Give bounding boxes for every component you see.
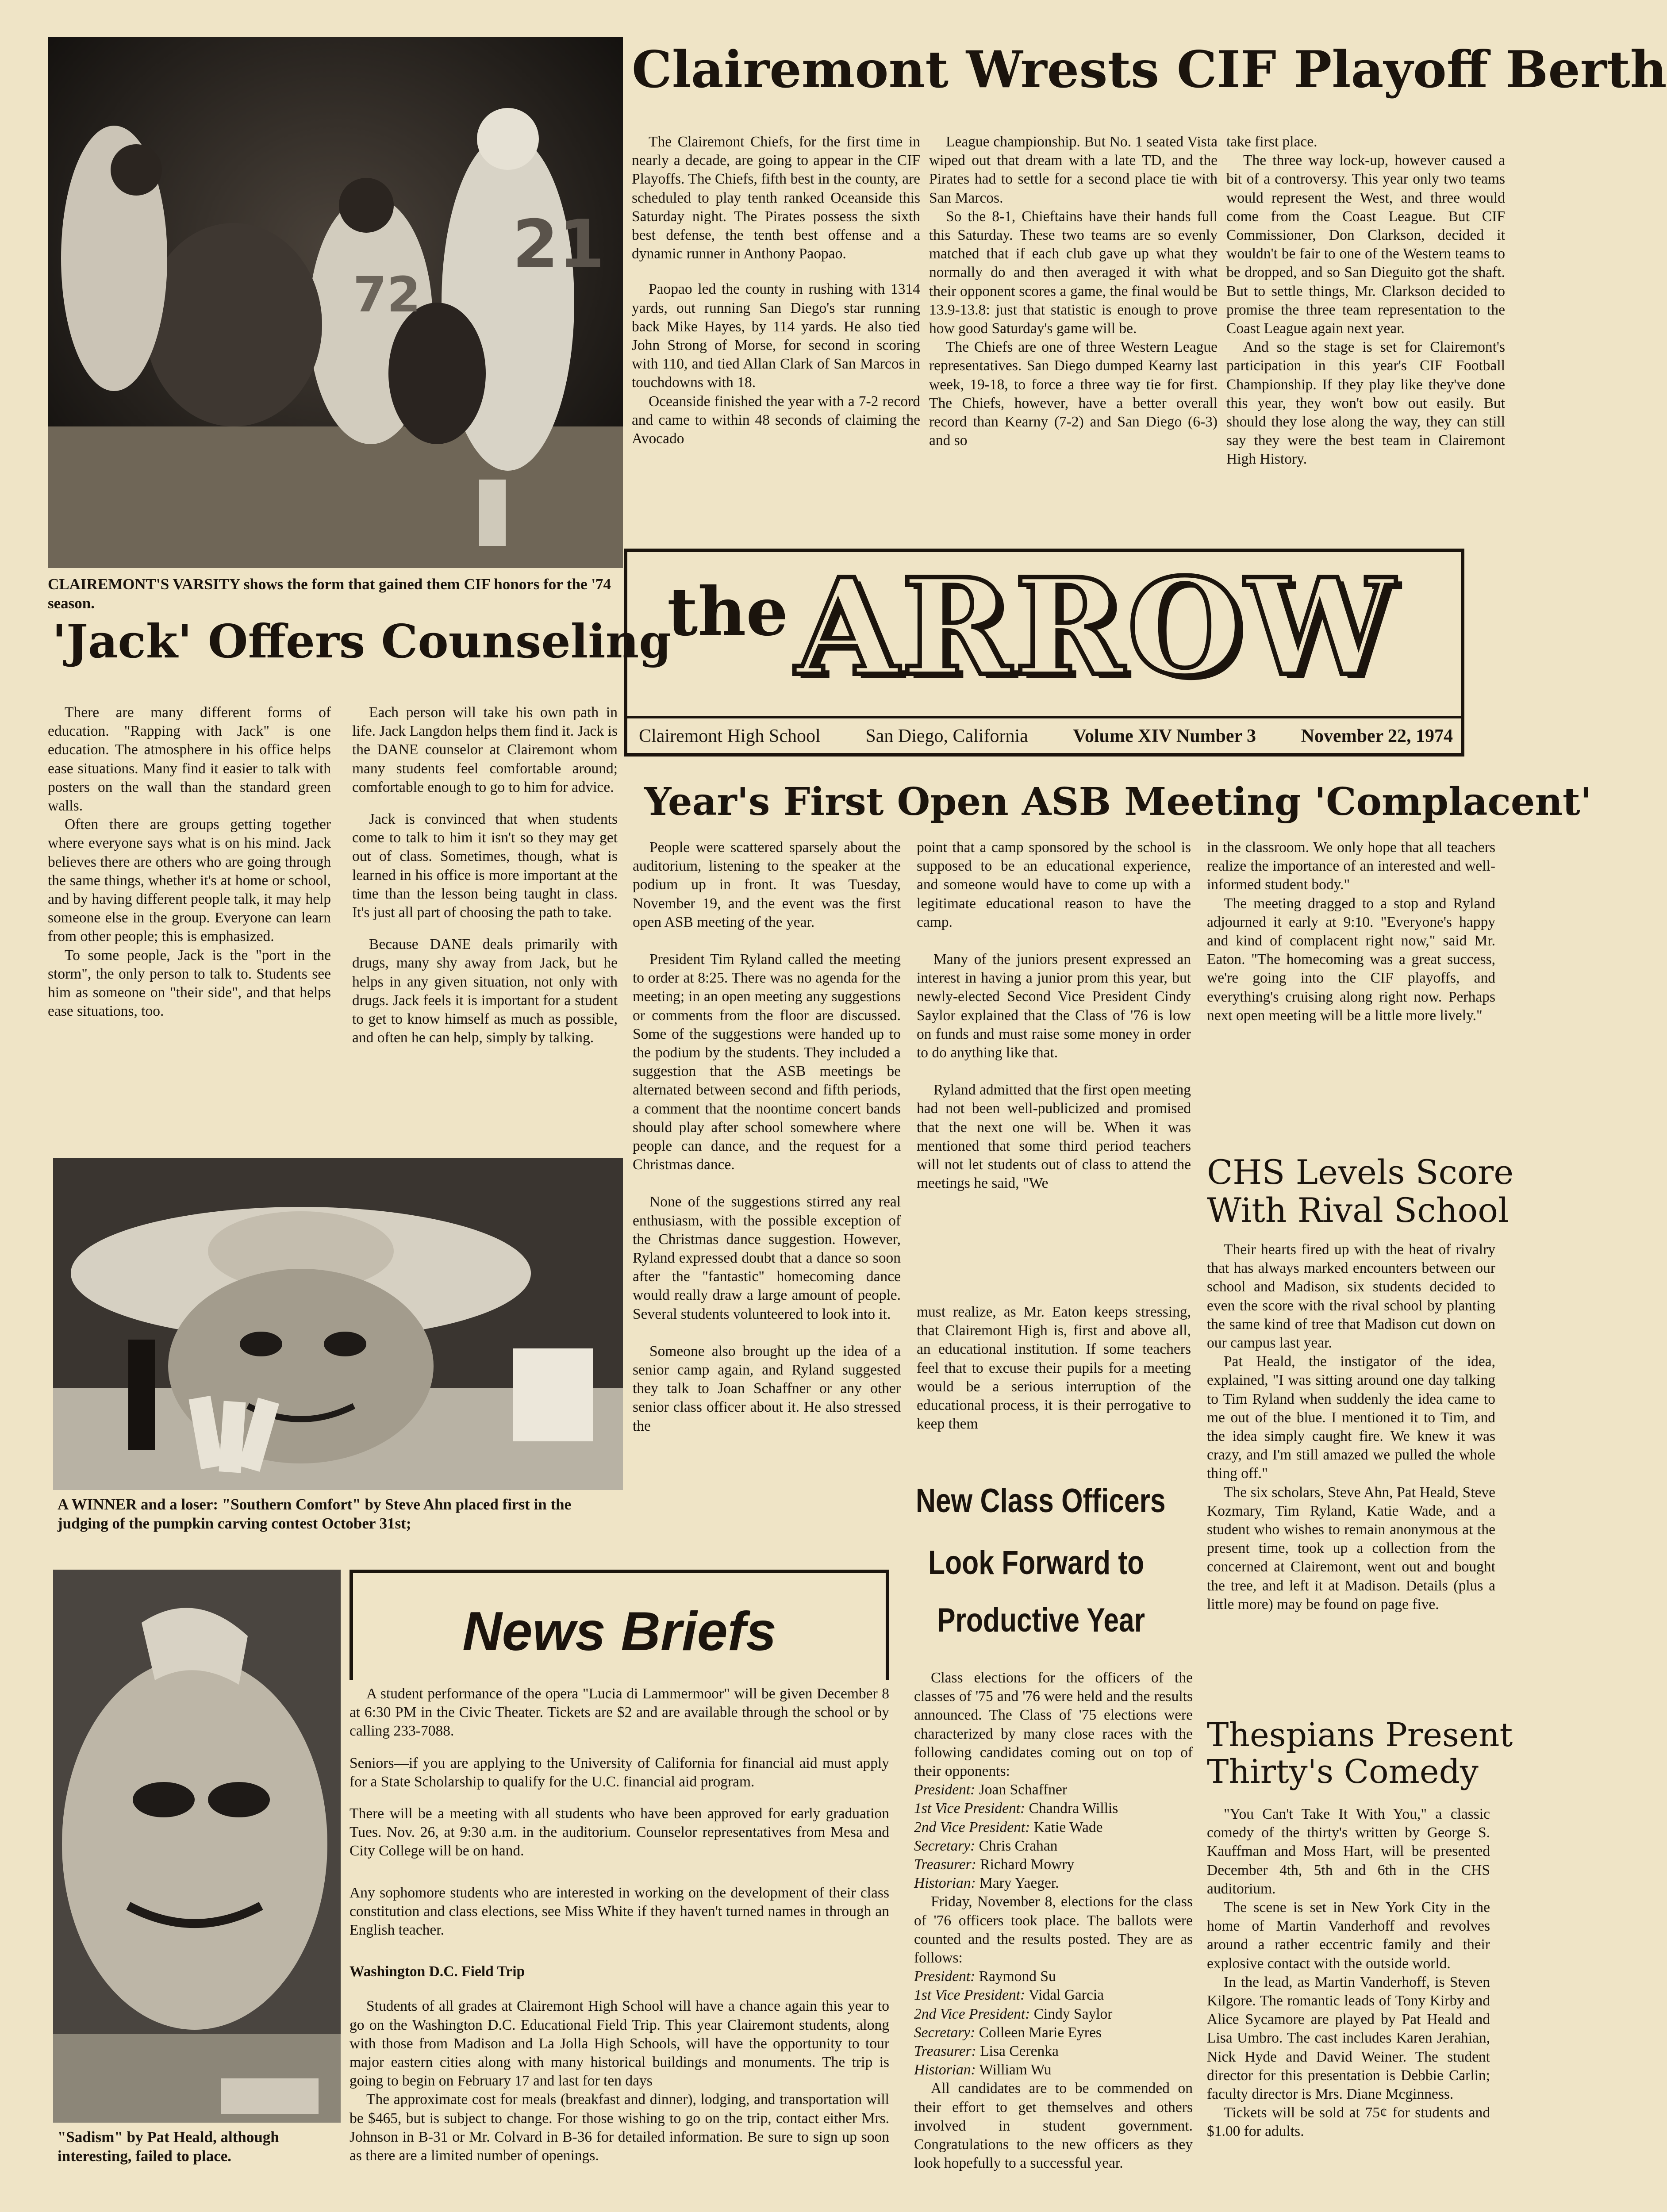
thespians-headline-2: Thirty's Comedy <box>1207 1753 1479 1791</box>
football-photo <box>48 37 623 568</box>
paragraph: Because DANE deals primarily with drugs, many shy away from Jack, but he helps in any given situation, not only with drugs. Jack feels it is important for a student to get to know himself as much as possible, and often he can help, simply by talking. <box>352 936 618 1046</box>
paragraph: So the 8-1, Chieftains have their hands full this Saturday. These two teams are so evenly matched that if each club gave up what they normally do and then averaged it with what their opponent scores a game, the final would be 13.9-13.8: just that statistic is enough to prove how good Saturday's game will be. <box>929 208 1218 337</box>
news-briefs-body <box>350 1685 889 2212</box>
pumpkin1-caption: A WINNER and a loser: "Southern Comfort" by Steve Ahn placed first in the judging of the pumpkin carving contest October 31st; <box>58 1496 572 1532</box>
svg-text:21: 21 <box>512 206 605 283</box>
cif-column-2 <box>929 133 1218 562</box>
pumpkin-photo-sadism <box>53 1570 341 2123</box>
masthead-city: San Diego, California <box>865 726 1028 746</box>
chs-headline-1: CHS Levels Score <box>1207 1152 1514 1192</box>
asb-column-3 <box>1207 838 1495 1148</box>
paragraph: Their hearts fired up with the heat of rivalry that has always marked encounters between our school and Madison, six students decided to even the score with the rival school by planting the same kind of tree that Madison cut down on our campus last year. <box>1207 1241 1495 1352</box>
officers-body <box>914 1669 1193 2212</box>
svg-text:72: 72 <box>353 266 421 323</box>
paragraph: To some people, Jack is the "port in the storm", the only person to talk to. Students see him as someone on "their side", and that helps ease situations, too. <box>48 947 331 1020</box>
paragraph: Pat Heald, the instigator of the idea, explained, "I was sitting around one day talking to Tim Ryland when suddenly the idea came to me out of the blue. I mentioned it to Tim, and the idea simply caught fire. We knew it was crazy, and I'm still amazed we pulled the whole thing off." <box>1207 1353 1495 1482</box>
pumpkin2-caption: "Sadism" by Pat Heald, although interesting, failed to place. <box>58 2128 279 2165</box>
officer-row: 1st Vice President: Vidal Garcia <box>914 1987 1104 2004</box>
brief-item: A student performance of the opera "Lucia di Lammermoor" will be given December 8 at 6:30 PM in the Civic Theater. Tickets are $2 and are available through the school or by calling 233-7088. <box>350 1686 889 1740</box>
cif-headline: Clairemont Wrests CIF Playoff Berth <box>632 40 1667 99</box>
officer-row: Historian: William Wu <box>914 2062 1052 2078</box>
asb-column-2 <box>917 838 1191 1281</box>
officer-row: Treasurer: Richard Mowry <box>914 1856 1075 1873</box>
brief-item: There will be a meeting with all students who have been approved for early graduation Tues. Nov. 26, at 9:30 a.m. in the auditorium. Counselor representatives from Mesa and City College will be on hand. <box>350 1805 889 1859</box>
officer-row: Secretary: Chris Crahan <box>914 1837 1058 1854</box>
masthead-rule <box>627 716 1461 718</box>
officer-row: Secretary: Colleen Marie Eyres <box>914 2024 1102 2041</box>
officer-row: 2nd Vice President: Katie Wade <box>914 1819 1103 1836</box>
masthead-school: Clairemont High School <box>639 726 821 746</box>
football-caption: CLAIREMONT'S VARSITY shows the form that gained them CIF honors for the '74 season. <box>48 576 611 612</box>
masthead-date: November 22, 1974 <box>1301 726 1453 746</box>
paragraph: point that a camp sponsored by the school is supposed to be an educational experience, and someone would have to come up with a legitimate educational reason to have the camp. <box>917 839 1191 930</box>
paragraph: Class elections for the officers of the classes of '75 and '76 were held and the results announced. The Class of '75 elections were characterized by many close races with the following candidates coming out on top of their opponents: <box>914 1670 1193 1780</box>
cif-column-1 <box>632 133 920 562</box>
paragraph: The three way lock-up, however caused a bit of a controversy. This year only two teams would represent the West, and three would come from the Coast League. But CIF Commissioner, Don Clarkson, decided it wouldn't be fair to one of the Western teams to be dropped, and so San Dieguito got the shaft. But to settle things, Mr. Clarkson decided to promise the three team representation to the Coast League again next year. <box>1226 152 1505 337</box>
officer-row: President: Joan Schaffner <box>914 1782 1068 1798</box>
thespians-body <box>1207 1805 1490 2212</box>
paragraph: "You Can't Take It With You," a classic comedy of the thirty's written by George S. Kauffman and Moss Hart, will be presented December 4th, 5th and 6th in the CHS auditorium. <box>1207 1806 1490 1897</box>
paragraph: The meeting dragged to a stop and Ryland adjourned it early at 9:10. "Everyone's happy and kind of complacent right now," said Mr. Eaton. "The homecoming was a great success, we're going into the CIF playoffs, and everything's cruising along right now. Perhaps next open meeting will be a little more lively." <box>1207 895 1495 1024</box>
paragraph: League championship. But No. 1 seated Vista wiped out that dream with a late TD, and the Pirates had to settle for a second place tie with San Marcos. <box>929 134 1218 206</box>
paragraph: There are many different forms of education. "Rapping with Jack" is one education. The atmosphere in his office helps ease situations. Many find it easier to talk with posters on the wall than the standard green walls. <box>48 704 331 814</box>
paragraph: Friday, November 8, elections for the class of '76 officers took place. The ballots were counted and the results posted. They are as follows: <box>914 1893 1193 1966</box>
officer-row: President: Raymond Su <box>914 1968 1056 1985</box>
paragraph: Jack is convinced that when students come to talk to him it isn't so they may get out of class. Sometimes, though, what is learned in his office is more important at the time than the lesson being taught in class. It's just all part of choosing the path to take. <box>352 811 618 921</box>
paragraph: All candidates are to be commended on their effort to get themselves and others involved in student government. Congratulations to the new officers as they look hopefully to a successful year. <box>914 2080 1193 2172</box>
masthead-the: the <box>667 573 788 651</box>
brief-item: Students of all grades at Clairemont High School will have a chance again this year to go on the Washington D.C. Educational Field Trip. This year Clairemont students, along with those from Madison and La Jolla High Schools, will have the opportunity to tour major eastern cities along with many historical buildings and monuments. The trip is going to begin on February 17 and last for ten days <box>350 1998 889 2089</box>
officers-headline-3: Productive Year <box>937 1601 1145 1639</box>
paragraph: Paopao led the county in rushing with 1314 yards, out running San Diego's star running back Mike Hayes, by 114 yards. He also tied John Strong of Morse, for second in scoring with 110, and tied Allan Clark of San Marcos in touchdowns with 18. <box>632 281 920 391</box>
chs-headline-2: With Rival School <box>1207 1190 1509 1230</box>
asb-headline: Year's First Open ASB Meeting 'Complacent' <box>644 780 1592 824</box>
paragraph: Each person will take his own path in life. Jack Langdon helps them find it. Jack is the DANE counselor at Clairemont whom many students feel comfortable around; comfortable enough to go to him for advice. <box>352 704 618 795</box>
asb-column-1 <box>633 838 901 1546</box>
officer-row: Historian: Mary Yaeger. <box>914 1875 1059 1892</box>
chs-body <box>1207 1240 1495 1709</box>
paragraph: People were scattered sparsely about the auditorium, listening to the speaker at the podium up in front. It was Tuesday, November 19, and the event was the first open ASB meeting of the year. <box>633 839 901 930</box>
paragraph: Oceanside finished the year with a 7-2 record and came to within 48 seconds of claiming the Avocado <box>632 393 920 447</box>
brief-item: Seniors—if you are applying to the University of California for financial aid must apply for a State Scholarship to qualify for the U.C. financial aid program. <box>350 1755 889 1790</box>
officer-row: 1st Vice President: Chandra Willis <box>914 1800 1118 1817</box>
cif-column-3 <box>1226 133 1505 562</box>
thespians-headline-1: Thespians Present <box>1207 1716 1513 1754</box>
news-briefs-box <box>350 1570 889 1680</box>
class75-officers <box>914 1781 1193 1893</box>
officers-headline-1: New Class Officers <box>916 1482 1166 1520</box>
officer-row: 2nd Vice President: Cindy Saylor <box>914 2005 1113 2022</box>
paragraph: None of the suggestions stirred any real enthusiasm, with the possible exception of the Christmas dance suggestion. However, Ryland expressed doubt that a dance so soon after the "fantastic" homecoming dance would really draw a large amount of people. Several students volunteered to look into it. <box>633 1194 901 1322</box>
paragraph: Often there are groups getting together where everyone says what is on his mind. Jack believes there are others who are going through the same things, whether it's at home or school, and by having different people talk, it may help someone else in the group. Everyone can learn from other people; this is emphasized. <box>48 816 331 945</box>
paragraph: Ryland admitted that the first open meeting had not been well-publicized and promised that the next one will be. When it was mentioned that some third period teachers will not let students out of class to attend the meetings he said, "We <box>917 1082 1191 1192</box>
paragraph: The scene is set in New York City in the home of Martin Vanderhoff and revolves around a rather eccentric family and their explosive contact with the outside world. <box>1207 1899 1490 1972</box>
jack-column-2 <box>352 703 618 1164</box>
brief-subhead: Washington D.C. Field Trip <box>350 1963 525 1980</box>
paragraph: The Chiefs are one of three Western League representatives. San Diego dumped Kearny last week, 19-18, to force a three way tie for first. The Chiefs, however, have a better overall record than Kearny (7-2) and San Diego (6-3) and so <box>929 339 1218 449</box>
jack-column-1 <box>48 703 331 1164</box>
paragraph: in the classroom. We only hope that all teachers realize the importance of an interested and well-informed student body." <box>1207 839 1495 893</box>
masthead-info <box>639 726 1453 747</box>
paragraph: take first place. <box>1226 134 1317 150</box>
paragraph: In the lead, as Martin Vanderhoff, is Steven Kilgore. The romantic leads of Tony Kirby and Alice Sycamore are played by Pat Heald and Lisa Umbro. The cast includes Karen Jerahian, Nick Hyde and David Weiner. The student director for this presentation is Debbie Carlin; faculty director is Mrs. Diane Mcginness. <box>1207 1974 1490 2103</box>
officers-headline-2: Look Forward to <box>928 1544 1145 1582</box>
news-briefs-title: News Briefs <box>462 1601 776 1662</box>
brief-item: Any sophomore students who are interested in working on the development of their class constitution and class elections, see Miss White if they haven't turned names in through an English teacher. <box>350 1884 889 1939</box>
brief-item: The approximate cost for meals (breakfast and dinner), lodging, and transportation will be $465, but is subject to change. For those wishing to go on the trip, contact either Mrs. Johnson in B-31 or Mr. Colvard in B-36 for detailed information. Be sure to sign up soon as there are a limited number of openings. <box>350 2091 889 2164</box>
paragraph: must realize, as Mr. Eaton keeps stressing, that Clairemont High is, first and above all, an educational institution. If some teachers feel that to excuse their pupils for a meeting would be a serious interruption of the educational process, it is their perrogative to keep them <box>917 1304 1191 1432</box>
paragraph: President Tim Ryland called the meeting to order at 8:25. There was no agenda for the meeting; in an open meeting any suggestions or comments from the floor are discussed. Some of the suggestions were handed up to the podium by the students. They included a suggestion that the ASB meetings be alternated between second and fifth periods, a comment that the noontime concert bands should play after school somewhere where people can dance, and the request for a Christmas dance. <box>633 951 901 1173</box>
paragraph: Many of the juniors present expressed an interest in having a junior prom this year, but newly-elected Second Vice President Cindy Saylor explained that the Class of '76 is low on funds and must raise some money in order to do anything like that. <box>917 951 1191 1061</box>
masthead-title: ARROW <box>795 549 1397 705</box>
jack-headline: 'Jack' Offers Counseling <box>52 614 671 668</box>
pumpkin-photo-southern-comfort <box>53 1158 623 1490</box>
masthead <box>624 549 1464 757</box>
paragraph: And so the stage is set for Clairemont's participation in this year's CIF Football Championship. If they play like they've done this year, they won't bow out easily. But should they lose along the way, they can still say they were the best team in Clairemont High History. <box>1226 339 1505 468</box>
officer-row: Treasurer: Lisa Cerenka <box>914 2043 1059 2060</box>
paragraph: The six scholars, Steve Ahn, Pat Heald, Steve Kozmary, Tim Ryland, Katie Wade, and a student who wishes to remain anonymous at the present time, took up a collection from the concerned at Clairemont, went out and bought the tree, and left it at Madison. Details (plus a little more) may be found on page five. <box>1207 1484 1495 1613</box>
masthead-volume: Volume XIV Number 3 <box>1073 726 1256 746</box>
class76-officers <box>914 1967 1193 2079</box>
paragraph: The Clairemont Chiefs, for the first time in nearly a decade, are going to appear in the CIF Playoffs. The Chiefs, fifth best in the county, are scheduled to play tenth ranked Oceanside this Saturday night. The Pirates possess the sixth best defense, the tenth best offense and a dynamic runner in Anthony Paopao. <box>632 134 920 262</box>
asb-column-2-continued <box>917 1303 1191 1458</box>
paragraph: Tickets will be sold at 75¢ for students and $1.00 for adults. <box>1207 2104 1490 2140</box>
paragraph: Someone also brought up the idea of a senior camp again, and Ryland suggested they talk to Joan Schaffner or any other senior class officer about it. He also stressed the <box>633 1343 901 1434</box>
